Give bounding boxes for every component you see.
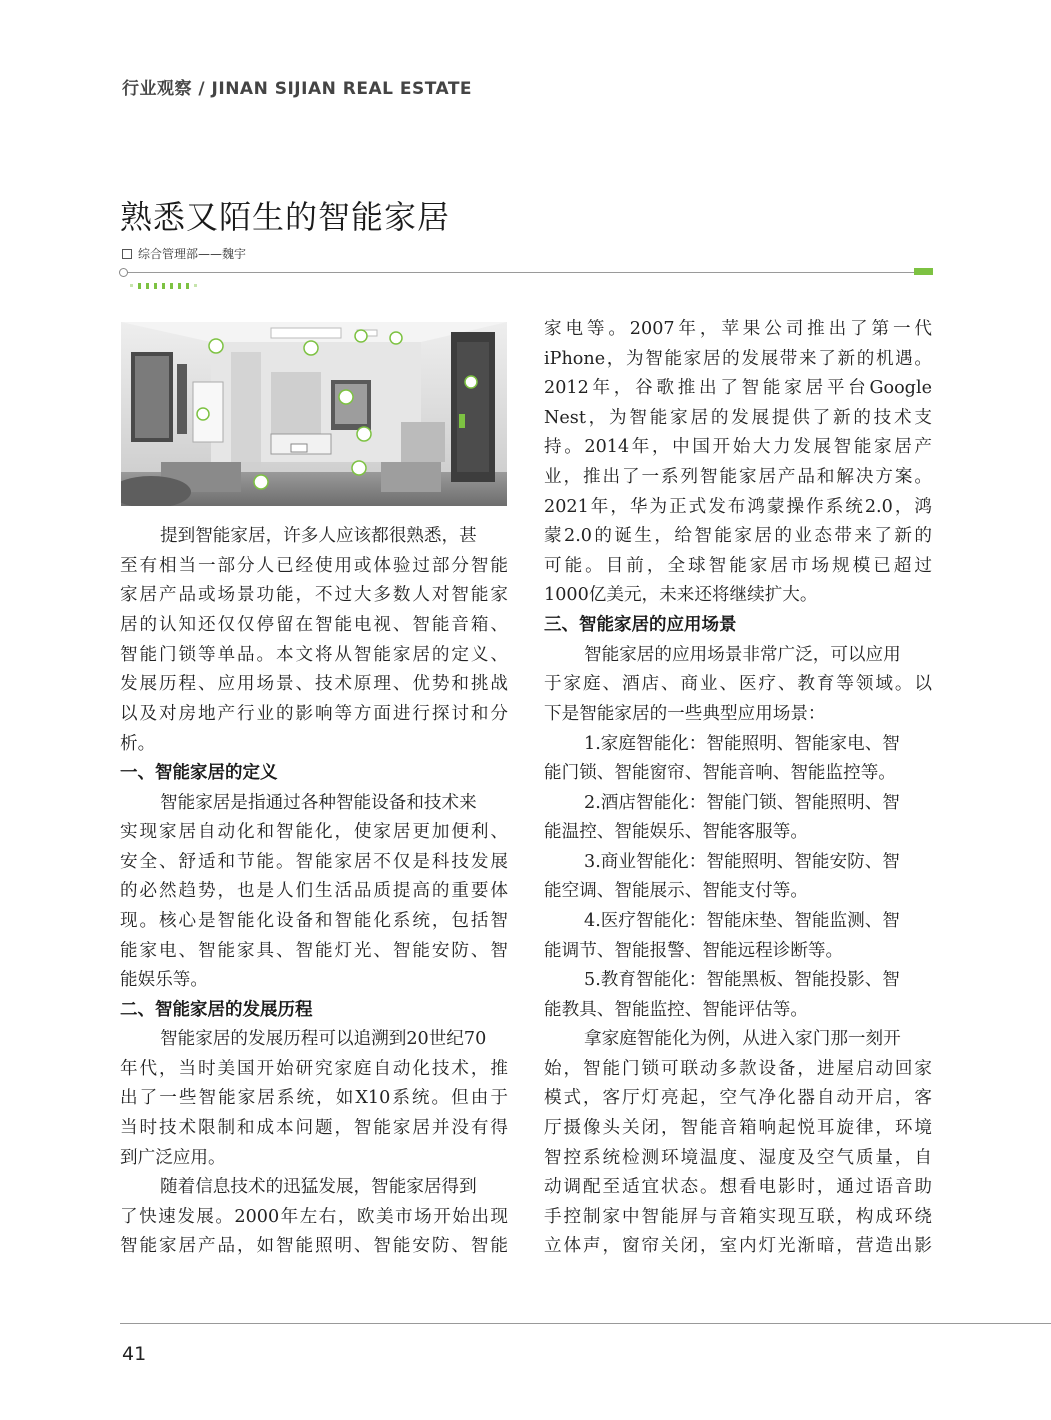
byline [122, 245, 246, 262]
paragraph-line: 能娱乐等。 [120, 970, 208, 990]
paragraph-line: 智能家居的发展历程可以追溯到20世纪70 [160, 1029, 487, 1049]
paragraph-line: 析。 [120, 734, 156, 754]
article-title: 熟悉又陌生的智能家居 [120, 198, 451, 236]
section-heading: 二、智能家居的发展历程 [120, 1000, 313, 1020]
scenario-item: 能温控、智能娱乐、智能客服等。 [544, 822, 808, 842]
scenario-item: 1.家庭智能化：智能照明、智能家电、智 [584, 734, 900, 754]
paragraph-line: 提到智能家居，许多人应该都很熟悉，甚 [160, 526, 477, 546]
scenario-item: 5.教育智能化：智能黑板、智能投影、智 [584, 970, 900, 990]
paragraph-line: 能家电、智能家具、智能灯光、智能安防、智 [120, 941, 508, 961]
paragraph-line: 业，推出了一系列智能家居产品和解决方案。 [544, 467, 932, 487]
paragraph-line: 模式，客厅灯亮起，空气净化器自动开启，客 [544, 1088, 932, 1108]
paragraph-line: Nest，为智能家居的发展提供了新的技术支 [544, 408, 932, 428]
rule-line [127, 272, 914, 273]
page-number: 41 [122, 1343, 147, 1365]
paragraph-line: 智能家居是指通过各种智能设备和技术来 [160, 793, 477, 813]
paragraph-line: 1000亿美元，未来还将继续扩大。 [544, 585, 818, 605]
smart-home-room-illustration [121, 322, 507, 506]
header-tag: 行业观察 / JINAN SIJIAN REAL ESTATE [122, 79, 473, 99]
scenario-item: 能空调、智能展示、智能支付等。 [544, 881, 808, 901]
paragraph-line: 2012年，谷歌推出了智能家居平台Google [544, 378, 932, 398]
paragraph-line: 发展历程、应用场景、技术原理、优势和挑战 [120, 674, 508, 694]
scenario-item: 能调节、智能报警、智能远程诊断等。 [544, 941, 844, 961]
paragraph-line: 智能门锁等单品。本文将从智能家居的定义、 [120, 645, 508, 665]
paragraph-line: 于家庭、酒店、商业、医疗、教育等领域。以 [544, 674, 932, 694]
byline-text: 综合管理部——魏宇 [138, 247, 247, 261]
paragraph-line: 家居产品或场景功能，不过大多数人对智能家 [120, 585, 508, 605]
paragraph-line: 安全、舒适和节能。智能家居不仅是科技发展 [120, 852, 508, 872]
paragraph-line: 持。2014年，中国开始大力发展智能家居产 [544, 437, 932, 457]
paragraph-line: 厅摄像头关闭，智能音箱响起悦耳旋律，环境 [544, 1118, 932, 1138]
paragraph-line: 以及对房地产行业的影响等方面进行探讨和分 [120, 704, 508, 724]
paragraph-line: iPhone，为智能家居的发展带来了新的机遇。 [544, 349, 932, 369]
paragraph-line: 手控制家中智能屏与音箱实现互联，构成环绕 [544, 1207, 932, 1227]
paragraph-line: 的必然趋势，也是人们生活品质提高的重要体 [120, 881, 508, 901]
accent-dashes [130, 282, 197, 289]
scenario-item: 能教具、智能监控、智能评估等。 [544, 1000, 808, 1020]
paragraph-line: 年代，当时美国开始研究家庭自动化技术，推 [120, 1059, 508, 1079]
section-heading: 一、智能家居的定义 [120, 763, 278, 783]
square-bullet-icon [122, 249, 132, 259]
paragraph-line: 随着信息技术的迅猛发展，智能家居得到 [160, 1177, 477, 1197]
scenario-item: 2.酒店智能化：智能门锁、智能照明、智 [584, 793, 900, 813]
paragraph-line: 智能家居的应用场景非常广泛，可以应用 [584, 645, 901, 665]
paragraph-line: 智控系统检测环境温度、湿度及空气质量，自 [544, 1148, 932, 1168]
paragraph-line: 拿家庭智能化为例，从进入家门那一刻开 [584, 1029, 901, 1049]
paragraph-line: 立体声，窗帘关闭，室内灯光渐暗，营造出影 [544, 1236, 932, 1256]
paragraph-line: 了快速发展。2000年左右，欧美市场开始出现 [120, 1207, 508, 1227]
paragraph-line: 蒙2.0的诞生，给智能家居的业态带来了新的 [544, 526, 932, 546]
paragraph-line: 出了一些智能家居系统，如X10系统。但由于 [120, 1088, 508, 1108]
section-heading: 三、智能家居的应用场景 [544, 615, 737, 635]
paragraph-line: 始，智能门锁可联动多款设备，进屋启动回家 [544, 1059, 932, 1079]
paragraph-line: 居的认知还仅仅停留在智能电视、智能音箱、 [120, 615, 508, 635]
paragraph-line: 下是智能家居的一些典型应用场景： [544, 704, 826, 724]
paragraph-line: 现。核心是智能化设备和智能化系统，包括智 [120, 911, 508, 931]
scenario-item: 3.商业智能化：智能照明、智能安防、智 [584, 852, 900, 872]
paragraph-line: 2021年，华为正式发布鸿蒙操作系统2.0，鸿 [544, 497, 932, 517]
paragraph-line: 当时技术限制和成本问题，智能家居并没有得 [120, 1118, 508, 1138]
rule-accent-tab [914, 268, 933, 275]
scenario-item: 4.医疗智能化：智能床垫、智能监测、智 [584, 911, 900, 931]
footer-rule [120, 1323, 1051, 1324]
rule-circle-icon [119, 268, 128, 277]
paragraph-line: 可能。目前，全球智能家居市场规模已超过 [544, 556, 932, 576]
scenario-item: 能门锁、智能窗帘、智能音响、智能监控等。 [544, 763, 896, 783]
paragraph-line: 至有相当一部分人已经使用或体验过部分智能 [120, 556, 508, 576]
paragraph-line: 智能家居产品，如智能照明、智能安防、智能 [120, 1236, 508, 1256]
paragraph-line: 实现家居自动化和智能化，使家居更加便利、 [120, 822, 508, 842]
paragraph-line: 到广泛应用。 [120, 1148, 226, 1168]
paragraph-line: 家电等。2007年，苹果公司推出了第一代 [544, 319, 932, 339]
paragraph-line: 动调配至适宜状态。想看电影时，通过语音助 [544, 1177, 932, 1197]
